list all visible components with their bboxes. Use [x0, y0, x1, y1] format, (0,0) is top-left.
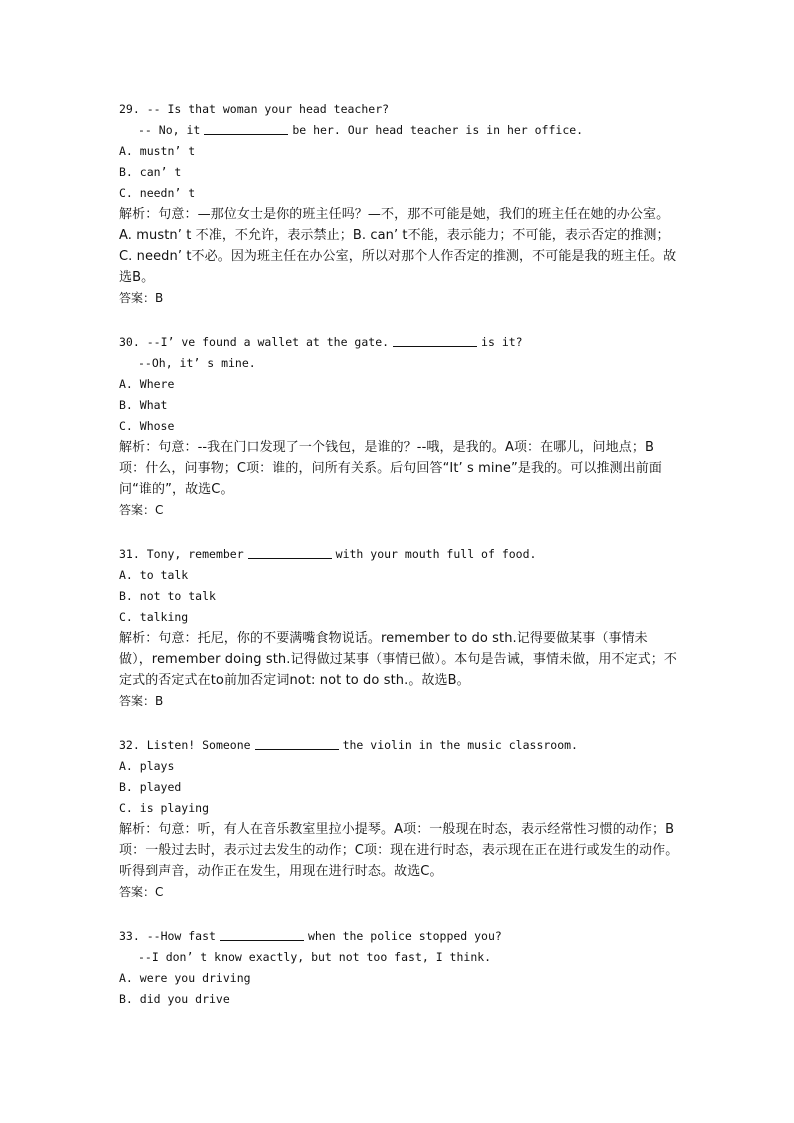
analysis-text: 解析：句意：托尼，你的不要满嘴食物说话。remember to do sth.记得要做某事（事情未做），remember doing sth.记得做过某事（事情已做）。本句是告诫，事情未做，用不定式；不定式的否定式在to前加否定词not: not to do sth.。故选B。 — [119, 631, 677, 688]
question-number: 31. — [119, 547, 140, 561]
question-text: when the police stopped you? — [307, 929, 502, 943]
option-b: B. not to talk — [119, 589, 216, 603]
answer-text: 答案：B — [119, 694, 164, 708]
question-stem — [119, 544, 679, 565]
answer-blank — [393, 334, 477, 347]
question-text: -- Is that woman your head teacher? — [146, 102, 390, 116]
question-number: 30. — [119, 335, 140, 349]
question-stem — [119, 332, 679, 353]
question-stem — [119, 99, 679, 120]
question-text: the violin in the music classroom. — [342, 738, 578, 752]
question-stem — [119, 926, 679, 947]
option-b: B. played — [119, 780, 182, 794]
question-32 — [119, 735, 679, 903]
question-text: be her. Our head teacher is in her office. — [292, 123, 584, 137]
question-number: 33. — [119, 929, 140, 943]
question-31 — [119, 544, 679, 712]
analysis-text: 解析：句意：—那位女士是你的班主任吗？—不，那不可能是她，我们的班主任在她的办公室。A. mustn’ t 不准，不允许，表示禁止；B. can’ t不能，表示能力；不可能，表示否定的推测；C. needn’ t不必。因为班主任在办公室，所以对那个人作否定的推测，不可能是我的班主任。故选B。 — [119, 207, 677, 285]
spacer — [119, 712, 679, 735]
answer-blank — [255, 737, 339, 750]
option-c: C. talking — [119, 610, 189, 624]
option-c: C. needn’ t — [119, 186, 196, 200]
question-text: Tony, remember — [146, 547, 244, 561]
option-a: A. were you driving — [119, 971, 251, 985]
analysis-text: 解析：句意：听，有人在音乐教室里拉小提琴。A项：一般现在时态，表示经常性习惯的动作；B项：一般过去时，表示过去发生的动作；C项：现在进行时态，表示现在正在进行或发生的动作。听得到声音，动作正在发生，用现在进行时态。故选C。 — [119, 822, 679, 879]
question-text: -- No, it — [138, 123, 201, 137]
question-30 — [119, 332, 679, 521]
question-line-2: --I don’ t know exactly, but not too fast, I think. — [138, 950, 492, 964]
question-number: 32. — [119, 738, 140, 752]
option-b: B. can’ t — [119, 165, 182, 179]
document-page — [119, 99, 679, 1010]
spacer — [119, 309, 679, 332]
option-c: C. is playing — [119, 801, 210, 815]
question-stem — [119, 735, 679, 756]
option-b: B. What — [119, 398, 168, 412]
answer-blank — [204, 122, 288, 135]
option-a: A. to talk — [119, 568, 189, 582]
question-text: with your mouth full of food. — [335, 547, 537, 561]
analysis-text: 解析：句意：--我在门口发现了一个钱包，是谁的？--哦，是我的。A项：在哪儿，问地点；B项：什么，问事物；C项：谁的，问所有关系。后句回答“It’ s mine”是我的。可以推测出前面问“谁的”，故选C。 — [119, 440, 662, 497]
question-text: Listen! Someone — [146, 738, 251, 752]
question-text: is it? — [481, 335, 523, 349]
option-c: C. Whose — [119, 419, 175, 433]
question-text: --I’ ve found a wallet at the gate. — [146, 335, 390, 349]
answer-blank — [220, 928, 304, 941]
option-a: A. Where — [119, 377, 175, 391]
question-text: --How fast — [146, 929, 216, 943]
spacer — [119, 521, 679, 544]
question-line-2: --Oh, it’ s mine. — [138, 356, 256, 370]
question-29 — [119, 99, 679, 309]
question-line-2 — [119, 120, 679, 141]
answer-text: 答案：B — [119, 291, 164, 305]
option-b: B. did you drive — [119, 992, 230, 1006]
answer-blank — [248, 546, 332, 559]
spacer — [119, 903, 679, 926]
answer-text: 答案：C — [119, 885, 164, 899]
question-33 — [119, 926, 679, 1010]
option-a: A. mustn’ t — [119, 144, 196, 158]
answer-text: 答案：C — [119, 503, 164, 517]
option-a: A. plays — [119, 759, 175, 773]
question-number: 29. — [119, 102, 140, 116]
